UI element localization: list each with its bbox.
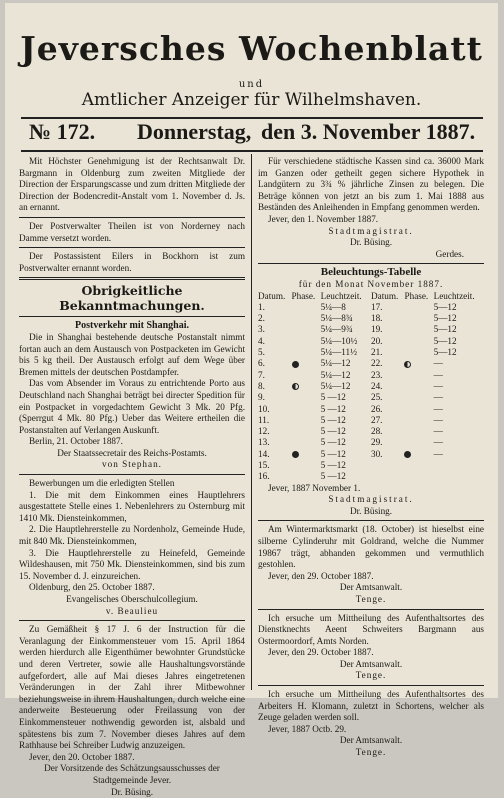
- article-heading-shanghai: Postverkehr mit Shanghai.: [19, 320, 245, 332]
- uhr-paragraph: Am Wintermarktsmarkt (18. October) ist hieselbst eine silberne Cylinderuhr mit Goldrand, welche die Nummer 19867 trägt, abhanden gekommen und vermuthlich gestohlen.: [258, 524, 484, 570]
- table-row: [258, 336, 484, 347]
- table-cell: 22.: [371, 358, 405, 369]
- instruction-paragraph: Zu Gemäßheit § 17 J. 6 der Instruction für die Veranlagung der Einkommensteuer vom 15. April 1864 werden hierdurch alle Eigenthümer bewohnter Grundstücke und deren Vertreter, sowie alle Haushaltungsvorstände aufgefordert, alle auf Mai dieses Jahres eingetretenen Veränderungen in der Zahl ihrer Mitbewohner beziehungsweise in ihrem Haushaltungen, durch welche eine anderweite Besteuerung oder Freilassung von der Einkommensteuer nothwendig geworden ist, alsbald und spätestens bis zum 7. November dieses Jahres auf dem Rathhause bei Schreiber Ludwig anzuzeigen.: [19, 624, 245, 752]
- table-cell: 16.: [258, 471, 292, 482]
- divider: [258, 263, 484, 264]
- divider: [258, 520, 484, 521]
- column-divider: [251, 154, 252, 690]
- table-cell: —: [434, 370, 484, 381]
- stellen-date: Oldenburg, den 25. October 1887.: [19, 582, 245, 594]
- table-header-cell: Datum.: [258, 291, 292, 302]
- table-row: [258, 404, 484, 415]
- shanghai-signature-name: von Stephan.: [19, 459, 245, 471]
- table-cell: 4.: [258, 336, 292, 347]
- table-cell: 5—12: [434, 336, 484, 347]
- table-cell: 23.: [371, 370, 405, 381]
- divider: [19, 247, 245, 248]
- table-row: [258, 471, 484, 482]
- table-cell: [404, 460, 433, 471]
- shanghai-paragraph-2: Das vom Absender im Voraus zu entrichtende Porto aus Deutschland nach Shanghai beträgt bei directer Spedition für ein Postpacket in vorgedachtem Gewicht 3 Mk. 20 Pfg. (Sperrgut 4 Mk. 80 Pfg.) Ueber das Weitere ertheilen die Postanstalten auf Verlangen Auskunft.: [19, 378, 245, 436]
- table-header-row: [258, 291, 484, 302]
- table-cell: [292, 471, 321, 482]
- uhr-signature-title: Der Amtsanwalt.: [258, 582, 484, 594]
- table-cell: 21.: [371, 347, 405, 358]
- table-cell: 30.: [371, 449, 405, 460]
- beleuchtung-title: Beleuchtungs-Tabelle: [258, 267, 484, 279]
- table-cell: 5¼—10½: [321, 336, 371, 347]
- table-cell: 5 —12: [321, 460, 371, 471]
- table-cell: [404, 415, 433, 426]
- beleuchtung-table-body: [258, 302, 484, 483]
- table-cell: —: [434, 358, 484, 369]
- uhr-signature-name: Tenge.: [258, 594, 484, 606]
- table-cell: 5 —12: [321, 426, 371, 437]
- stellen-intro: Bewerbungen um die erledigten Stellen: [19, 478, 245, 490]
- table-cell: 7.: [258, 370, 292, 381]
- table-cell: 3.: [258, 324, 292, 335]
- issue-weekday: Donnerstag,: [137, 119, 251, 145]
- section-heading: Obrigkeitliche Bekanntmachungen.: [19, 283, 245, 313]
- table-row: [258, 415, 484, 426]
- table-cell: [404, 313, 433, 324]
- table-cell: 5 —12: [321, 449, 371, 460]
- table-cell: [434, 460, 484, 471]
- moon-phase-icon: [404, 361, 411, 368]
- table-cell: 5¼—8: [321, 302, 371, 313]
- table-header-cell: Datum.: [371, 291, 405, 302]
- table-cell: [292, 460, 321, 471]
- moon-phase-icon: [292, 451, 299, 458]
- table-cell: 20.: [371, 336, 405, 347]
- table-cell: 5 —12: [321, 392, 371, 403]
- table-cell: 11.: [258, 415, 292, 426]
- table-cell: [404, 426, 433, 437]
- table-cell: 25.: [371, 392, 405, 403]
- beleuchtung-signature-name: Dr. Büsing.: [258, 506, 484, 518]
- table-cell: 15.: [258, 460, 292, 471]
- stellen-item-2: 2. Die Hauptlehrerstelle zu Nordenholz, Gemeinde Hude, mit 840 Mk. Diensteinkommen,: [19, 524, 245, 547]
- table-cell: [404, 392, 433, 403]
- table-cell: 5¼—8¾: [321, 313, 371, 324]
- shanghai-paragraph-1: Die in Shanghai bestehende deutsche Postanstalt nimmt fortan auch an dem Austausch von Postpacketen im Gewicht bis 5 kg theil. Der Austausch erfolgt auf dem Wege über Bremen mittels der deutschen Postdampfer.: [19, 332, 245, 378]
- table-cell: [292, 437, 321, 448]
- notice-bargmann-ernennung: Mit Höchster Genehmigung ist der Rechtsanwalt Dr. Bargmann in Oldenburg zum zweiten Mitgliede der Direction der Ersparungscasse und zum dritten Mitgliede der Direction der Bodencredit-Anstalt vom 1. November d. Js. an ernannt.: [19, 156, 245, 214]
- shanghai-signature-title: Der Staatssecretair des Reichs-Postamts.: [19, 448, 245, 460]
- table-cell: —: [434, 381, 484, 392]
- table-cell: [292, 449, 321, 460]
- table-cell: 13.: [258, 437, 292, 448]
- moon-phase-icon: [292, 383, 299, 390]
- table-cell: [404, 471, 433, 482]
- table-cell: —: [434, 426, 484, 437]
- table-cell: 8.: [258, 381, 292, 392]
- uhr-date: Jever, den 29. October 1887.: [258, 571, 484, 583]
- klomann-date: Jever, 1887 Octb. 29.: [258, 724, 484, 736]
- table-cell: 5¼—11½: [321, 347, 371, 358]
- table-cell: 5¼—9¾: [321, 324, 371, 335]
- notice-eilers: Der Postassistent Eilers in Bockhorn ist zum Postverwalter ernannt worden.: [19, 251, 245, 274]
- table-cell: 5¼—12: [321, 381, 371, 392]
- divider: [19, 217, 245, 218]
- table-cell: —: [434, 449, 484, 460]
- table-header-cell: Phase.: [292, 291, 321, 302]
- right-column: [258, 156, 484, 759]
- table-header-cell: Leuchtzeit.: [434, 291, 484, 302]
- table-cell: [404, 370, 433, 381]
- table-cell: 5 —12: [321, 404, 371, 415]
- table-cell: [404, 358, 433, 369]
- table-row: [258, 370, 484, 381]
- klomann-paragraph: Ich ersuche um Mittheilung des Aufenthaltsortes des Arbeiters H. Klomann, zuletzt in Schortens, welcher als Zeuge geladen werden soll.: [258, 689, 484, 724]
- divider: [19, 316, 245, 317]
- table-cell: [371, 460, 405, 471]
- bargmann-signature-title: Der Amtsanwalt.: [258, 659, 484, 671]
- table-cell: [292, 415, 321, 426]
- klomann-signature-name: Tenge.: [258, 747, 484, 759]
- beleuchtung-signature-title: Stadtmagistrat.: [258, 494, 484, 506]
- issue-line: [27, 119, 482, 151]
- table-row: [258, 313, 484, 324]
- table-cell: 5 —12: [321, 415, 371, 426]
- table-cell: 5.: [258, 347, 292, 358]
- table-cell: [292, 370, 321, 381]
- table-row: [258, 392, 484, 403]
- instruction-signature-title: Der Vorsitzende des Schätzungsausschusses der Stadtgemeinde Jever.: [19, 763, 245, 786]
- masthead-title: Jeversches Wochenblatt: [5, 29, 498, 68]
- table-cell: 17.: [371, 302, 405, 313]
- kassen-signature-title: Stadtmagistrat.: [258, 226, 484, 238]
- double-divider: [19, 277, 245, 280]
- table-cell: 5¼—12: [321, 358, 371, 369]
- table-cell: [404, 404, 433, 415]
- beleuchtung-subtitle: für den Monat November 1887.: [258, 279, 484, 291]
- table-cell: [434, 471, 484, 482]
- table-cell: [404, 302, 433, 313]
- table-cell: 9.: [258, 392, 292, 403]
- table-cell: 5—12: [434, 324, 484, 335]
- table-cell: 29.: [371, 437, 405, 448]
- table-cell: [404, 347, 433, 358]
- table-cell: [292, 381, 321, 392]
- table-row: [258, 460, 484, 471]
- table-cell: 5—12: [434, 347, 484, 358]
- table-cell: —: [434, 415, 484, 426]
- table-header-cell: Leuchtzeit.: [321, 291, 371, 302]
- issue-date: den 3. November 1887.: [261, 119, 475, 145]
- table-cell: [292, 358, 321, 369]
- table-cell: 10.: [258, 404, 292, 415]
- table-cell: 12.: [258, 426, 292, 437]
- newspaper-page: [5, 3, 498, 698]
- kassen-paragraph: Für verschiedene städtische Kassen sind ca. 36000 Mark im Ganzen oder getheilt gegen sichere Hypothek in Landgütern zu 3¾ % jährliche Zinsen zu belegen. Die Beträge können von jetzt an bis zum 1. Mai 1888 aus Beständen des Anleihenden in Empfang genommen werden.: [258, 156, 484, 214]
- table-row: [258, 324, 484, 335]
- kassen-signature-name: Dr. Büsing.: [258, 237, 484, 249]
- bargmann-date: Jever, den 29. October 1887.: [258, 647, 484, 659]
- table-header-cell: Phase.: [404, 291, 433, 302]
- instruction-signature-name: Dr. Büsing.: [19, 787, 245, 798]
- table-row: [258, 449, 484, 460]
- table-cell: 5 —12: [321, 471, 371, 482]
- table-row: [258, 437, 484, 448]
- table-row: [258, 302, 484, 313]
- table-cell: [404, 336, 433, 347]
- table-cell: 14.: [258, 449, 292, 460]
- stellen-item-3: 3. Die Hauptlehrerstelle zu Heinefeld, Gemeinde Wildeshausen, mit 750 Mk. Diensteinkommen, sind bis zum 15. November d. J. einzureichen.: [19, 548, 245, 583]
- masthead-subtitle: Amtlicher Anzeiger für Wilhelmshaven.: [5, 90, 498, 110]
- table-cell: 6.: [258, 358, 292, 369]
- table-cell: [404, 381, 433, 392]
- shanghai-date: Berlin, 21. October 1887.: [19, 436, 245, 448]
- notice-theilen: Der Postverwalter Theilen ist von Norderney nach Damme versetzt worden.: [19, 221, 245, 244]
- table-cell: [292, 302, 321, 313]
- table-cell: 18.: [371, 313, 405, 324]
- table-cell: 1.: [258, 302, 292, 313]
- table-cell: 27.: [371, 415, 405, 426]
- table-cell: 5—12: [434, 302, 484, 313]
- beleuchtung-table: [258, 291, 484, 483]
- table-cell: —: [434, 404, 484, 415]
- table-cell: [404, 437, 433, 448]
- issue-number: № 172.: [29, 119, 95, 145]
- table-cell: [404, 324, 433, 335]
- masthead-und: und: [5, 79, 498, 90]
- table-cell: —: [434, 392, 484, 403]
- beleuchtung-date: Jever, 1887 November 1.: [258, 483, 484, 495]
- moon-phase-icon: [292, 361, 299, 368]
- table-cell: 28.: [371, 426, 405, 437]
- stellen-signature-title: Evangelisches Oberschulcollegium.: [19, 594, 245, 606]
- kassen-signature-secondary: Gerdes.: [258, 249, 484, 261]
- table-cell: —: [434, 437, 484, 448]
- table-cell: 5 —12: [321, 437, 371, 448]
- table-cell: [292, 347, 321, 358]
- left-column: [19, 156, 245, 798]
- table-cell: 5—12: [434, 313, 484, 324]
- stellen-signature-name: v. Beaulieu: [19, 606, 245, 618]
- table-row: [258, 358, 484, 369]
- issue-rule: [21, 150, 483, 152]
- table-cell: [292, 324, 321, 335]
- table-cell: [404, 449, 433, 460]
- table-cell: 26.: [371, 404, 405, 415]
- divider: [19, 620, 245, 621]
- table-cell: [371, 471, 405, 482]
- instruction-date: Jever, den 20. October 1887.: [19, 752, 245, 764]
- table-cell: [292, 426, 321, 437]
- bargmann-paragraph: Ich ersuche um Mittheilung des Aufenthaltsortes des Dienstknechts Aeent Schweiters Bargmann aus Ostermoordorf, Amts Norden.: [258, 613, 484, 648]
- table-cell: 19.: [371, 324, 405, 335]
- table-cell: 5¼—12: [321, 370, 371, 381]
- divider: [258, 609, 484, 610]
- table-cell: [292, 392, 321, 403]
- table-row: [258, 426, 484, 437]
- table-cell: 24.: [371, 381, 405, 392]
- stellen-item-1: 1. Die mit dem Einkommen eines Hauptlehrers ausgestattete Stelle eines 1. Nebenlehrers zu Osternburg mit 1410 Mk. Diensteinkommen,: [19, 490, 245, 525]
- table-row: [258, 347, 484, 358]
- bargmann-signature-name: Tenge.: [258, 670, 484, 682]
- klomann-signature-title: Der Amtsanwalt.: [258, 735, 484, 747]
- divider: [19, 474, 245, 475]
- table-row: [258, 381, 484, 392]
- table-cell: [292, 404, 321, 415]
- table-cell: [292, 313, 321, 324]
- table-cell: [292, 336, 321, 347]
- moon-phase-icon: [404, 451, 411, 458]
- table-cell: 2.: [258, 313, 292, 324]
- divider: [258, 685, 484, 686]
- kassen-date: Jever, den 1. November 1887.: [258, 214, 484, 226]
